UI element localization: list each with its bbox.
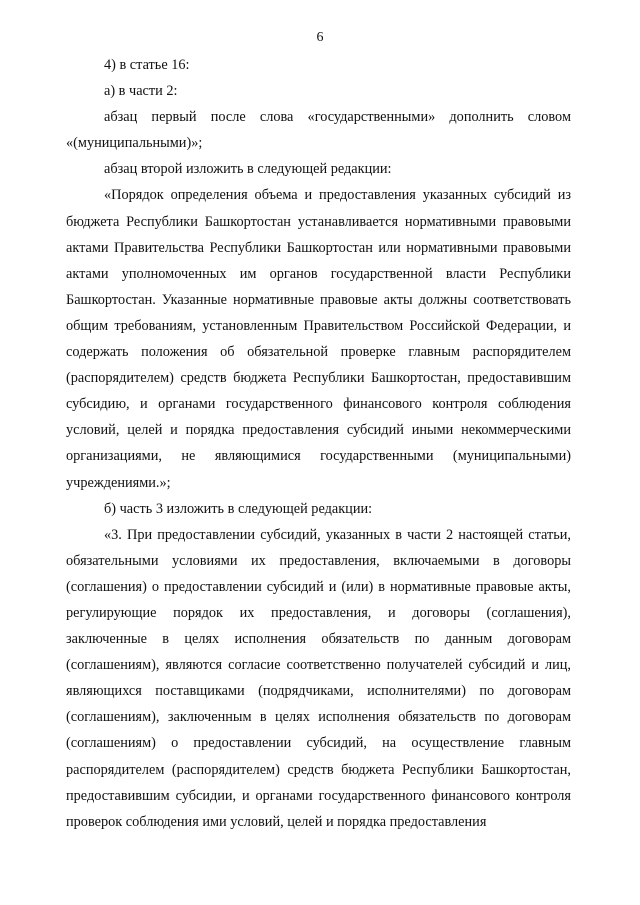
paragraph-part-3: б) часть 3 изложить в следующей редакции:: [104, 500, 373, 517]
page-number: 6: [316, 30, 324, 45]
paragraph-subsidy-procedure: «Порядок определения объема и предоставления указанных субсидий из бюджета Республики Башкортостан устанавливается нормативными правовыми актами Правительства Республики Башкортостан или нормативными правовыми актами уполномоченных им органов государственной власти Республики Башкортостан. Указанные нормативные правовые акты должны соответствовать общим требованиям, установленным Правительством Российской Федерации, и содержать положения об обязательной проверке главным распорядителем (распорядителем) средств бюджета Республики Башкортостан, предоставившим субсидию, и органами государственного финансового контроля соблюдения условий, целей и порядка предоставления субсидий иными некоммерческими организациями, не являющимися государственными (муниципальными) учреждениями.»;: [66, 187, 571, 491]
paragraph-item-3-text: «3. При предоставлении субсидий, указанных в части 2 настоящей статьи, обязательными условиями их предоставления, включаемыми в договоры (соглашения) о предоставлении субсидий и (или) в нормативные правовые акты, регулирующие порядок их предоставления, и договоры (соглашения), заключенные в целях исполнения обязательств по данным договорам (соглашениям), являются согласие соответственно получателей субсидий и лиц, являющихся поставщиками (подрядчиками, исполнителями) по договорам (соглашениям), заключенным в целях исполнения обязательств по договорам (соглашениям) о предоставлении субсидий, на осуществление главным распорядителем (распорядителем) средств бюджета Республики Башкортостан, предоставившим субсидии, и органами государственного финансового контроля проверок соблюдения ими условий, целей и порядка предоставления: [66, 526, 571, 830]
paragraph-first-abzac: абзац первый после слова «государственными» дополнить словом «(муниципальными)»;: [66, 109, 571, 152]
paragraph-second-abzac: абзац второй изложить в следующей редакции:: [104, 161, 392, 178]
paragraph-part-2: а) в части 2:: [104, 83, 178, 100]
paragraph-article-16: 4) в статье 16:: [104, 57, 190, 73]
document-body: [66, 52, 571, 835]
